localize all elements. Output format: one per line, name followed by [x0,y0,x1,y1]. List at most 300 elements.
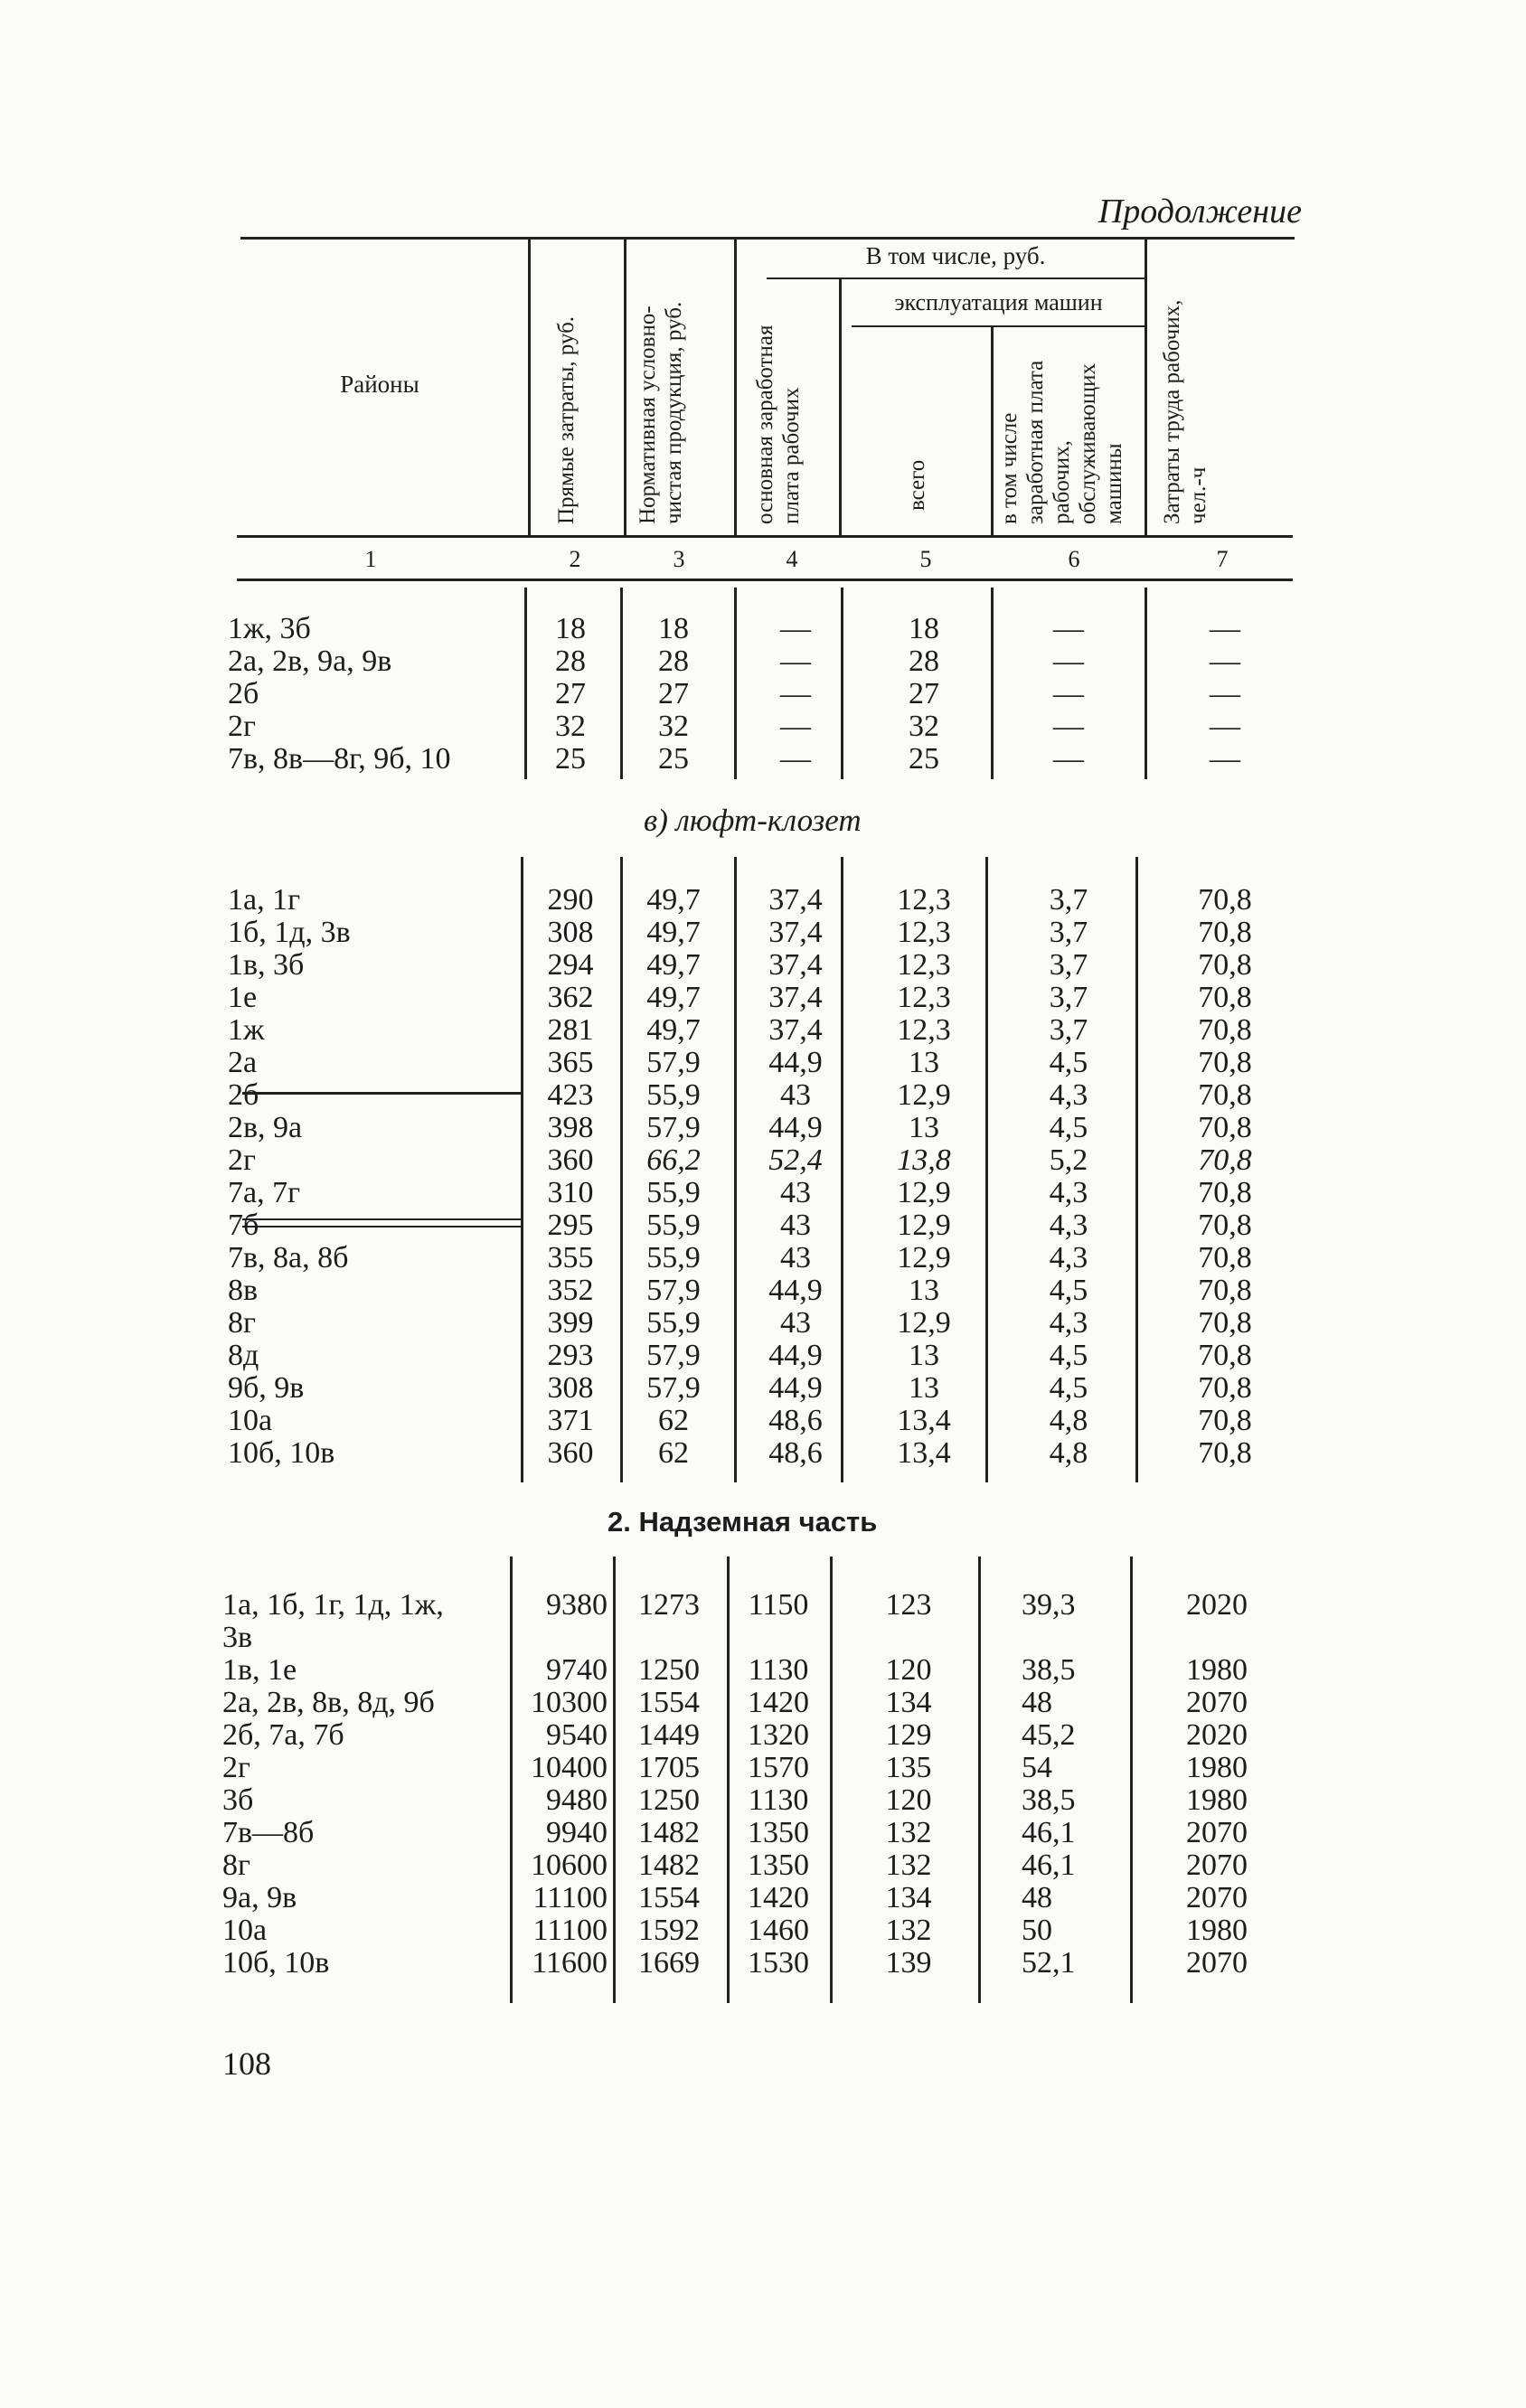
labor-cell: 1980 [1186,1751,1248,1784]
machine-total-cell: 12,9 [897,1241,951,1275]
machine-wage-cell: 4,8 [1049,1404,1088,1437]
direct-cost-cell: 9380 [546,1588,608,1622]
labor-cell: 70,8 [1198,1013,1252,1047]
normative-cell: 1554 [638,1881,700,1914]
machine-wage-cell: 39,3 [1022,1588,1076,1622]
machine-total-cell: 120 [885,1653,932,1687]
machine-wage-cell: — [1053,710,1084,743]
machine-total-cell: 13 [909,1111,939,1144]
machine-wage-cell: 4,3 [1049,1209,1088,1242]
normative-cell: 32 [658,710,689,743]
direct-cost-cell: 360 [547,1436,594,1470]
header-col7-text: Затраты труда рабочих, чел.-ч [1160,299,1210,524]
rayon-cell: 1ж [228,1013,265,1047]
labor-cell: 70,8 [1198,948,1252,982]
labor-cell: 70,8 [1198,1209,1252,1242]
rayon-cell: 1ж, 3б [228,612,311,645]
header-v-tom-chisle-zp [996,330,1127,524]
normative-cell: 49,7 [646,1013,701,1047]
header-rayony: Районы [340,371,419,398]
table-row [0,1307,1526,1340]
header-zatraty-truda [1159,253,1211,524]
continuation-label: Продолжение [1097,193,1302,230]
table-row [0,1242,1526,1275]
machine-wage-cell: 48 [1022,1881,1052,1914]
header-normativnaya [635,244,687,524]
machine-total-cell: 120 [885,1783,932,1817]
rayon-cell: 1а, 1г [228,883,301,917]
rayon-cell: 10б, 10в [222,1946,330,1980]
labor-cell: 2070 [1186,1848,1248,1882]
machine-total-cell: 13,4 [897,1404,951,1437]
labor-cell: 70,8 [1198,1306,1252,1340]
machine-wage-cell: 4,3 [1049,1176,1088,1209]
rayon-cell: 8г [228,1306,256,1340]
labor-cell: 70,8 [1198,1404,1252,1437]
rayon-cell: 1е [228,981,258,1014]
base-wage-cell: 44,9 [768,1111,823,1144]
direct-cost-cell: 11100 [532,1881,608,1914]
rayon-cell: 1в, 3б [228,948,305,982]
rayon-cell: 7в, 8в—8г, 9б, 10 [228,742,451,776]
machine-total-cell: 135 [885,1751,932,1784]
header-col6-text: в том числе заработная плата рабочих, обслуживающих машины [997,360,1126,524]
labor-cell: 70,8 [1198,1111,1252,1144]
machine-wage-cell: — [1053,644,1084,678]
base-wage-cell: 1420 [748,1881,809,1914]
machine-total-cell: 129 [885,1718,932,1752]
header-divider-2 [624,239,626,537]
machine-wage-cell: 4,5 [1049,1339,1088,1372]
normative-cell: 49,7 [646,883,701,917]
direct-cost-cell: 290 [547,883,594,917]
machine-wage-cell: 46,1 [1022,1816,1076,1849]
normative-cell: 18 [658,612,689,645]
table-row [0,1177,1526,1209]
machine-total-cell: 12,9 [897,1176,951,1209]
direct-cost-cell: 11100 [532,1914,608,1947]
labor-cell: 2020 [1186,1588,1248,1622]
normative-cell: 55,9 [646,1209,701,1242]
machine-total-cell: 13 [909,1274,939,1307]
direct-cost-cell: 10400 [531,1751,608,1784]
table-row [0,1275,1526,1307]
machine-wage-cell: 48 [1022,1686,1052,1719]
machine-total-cell: 13,8 [897,1143,951,1177]
normative-cell: 49,7 [646,948,701,982]
normative-cell: 28 [658,644,689,678]
machine-wage-cell: 5,2 [1049,1143,1088,1177]
normative-cell: 1250 [638,1783,700,1817]
table-row [0,1914,1526,1947]
direct-cost-cell: 28 [555,644,586,678]
labor-cell: 70,8 [1198,1176,1252,1209]
labor-cell: — [1210,612,1240,645]
header-top-rule [240,237,1295,240]
machine-wage-cell: 46,1 [1022,1848,1076,1882]
machine-wage-cell: 4,5 [1049,1274,1088,1307]
table-row [0,645,1526,678]
direct-cost-cell: 281 [547,1013,594,1047]
rayon-cell: 2б, 7а, 7б [222,1718,344,1752]
normative-cell: 57,9 [646,1274,701,1307]
machine-wage-cell: 3,7 [1049,948,1088,982]
rayon-cell: 10а [222,1914,268,1947]
machine-wage-cell: 3,7 [1049,916,1088,949]
machine-total-cell: 12,3 [897,883,951,917]
direct-cost-cell: 293 [547,1339,594,1372]
header-vsego [904,460,930,511]
direct-cost-cell: 355 [547,1241,594,1275]
normative-cell: 62 [658,1404,689,1437]
table-row [0,743,1526,776]
normative-cell: 66,2 [646,1143,701,1177]
machine-wage-cell: 4,3 [1049,1078,1088,1112]
normative-cell: 1482 [638,1816,700,1849]
base-wage-cell: 44,9 [768,1339,823,1372]
header-osnovnaya-zp [752,316,805,524]
direct-cost-cell: 25 [555,742,586,776]
base-wage-cell: 48,6 [768,1436,823,1470]
labor-cell: 70,8 [1198,1143,1252,1177]
direct-cost-cell: 365 [547,1046,594,1079]
machine-total-cell: 123 [885,1588,932,1622]
base-wage-cell: 1460 [748,1914,809,1947]
base-wage-cell: 52,4 [768,1143,823,1177]
header-divider-4 [839,278,842,537]
direct-cost-cell: 32 [555,710,586,743]
table-row [0,982,1526,1014]
machine-wage-cell: 45,2 [1022,1718,1076,1752]
rayon-cell: 2г [228,1143,256,1177]
base-wage-cell: — [780,742,811,776]
direct-cost-cell: 294 [547,948,594,982]
direct-cost-cell: 10600 [531,1848,608,1882]
machine-total-cell: 13,4 [897,1436,951,1470]
machine-total-cell: 12,9 [897,1078,951,1112]
base-wage-cell: — [780,612,811,645]
table-row [0,1784,1526,1817]
machine-total-cell: 32 [909,710,939,743]
direct-cost-cell: 10300 [531,1686,608,1719]
rayon-cell: 8в [228,1274,259,1307]
base-wage-cell: 1320 [748,1718,809,1752]
labor-cell: 70,8 [1198,1371,1252,1405]
table-row [0,1079,1526,1112]
direct-cost-cell: 352 [547,1274,594,1307]
rayon-cell: 7б [228,1209,259,1242]
base-wage-cell: 1130 [748,1783,809,1817]
machine-wage-cell: 4,5 [1049,1371,1088,1405]
rayon-cell: 8г [222,1848,250,1882]
labor-cell: 70,8 [1198,883,1252,917]
base-wage-cell: 37,4 [768,1013,823,1047]
normative-cell: 25 [658,742,689,776]
base-wage-cell: — [780,677,811,710]
machine-total-cell: 27 [909,677,939,710]
direct-cost-cell: 9480 [546,1783,608,1817]
normative-cell: 57,9 [646,1339,701,1372]
base-wage-cell: 43 [780,1209,811,1242]
normative-cell: 1592 [638,1914,700,1947]
base-wage-cell: 1150 [748,1588,809,1622]
machine-wage-cell: 4,8 [1049,1436,1088,1470]
table-row [0,1654,1526,1687]
rayon-cell: 10б, 10в [228,1436,335,1470]
normative-cell: 55,9 [646,1306,701,1340]
table-row [0,1112,1526,1144]
direct-cost-cell: 371 [547,1404,594,1437]
direct-cost-cell: 9540 [546,1718,608,1752]
rayon-cell: 8д [228,1339,259,1372]
rayon-cell: 2г [228,710,256,743]
direct-cost-cell: 308 [547,916,594,949]
machine-total-cell: 13 [909,1046,939,1079]
rayon-cell: 2б [228,1078,259,1112]
header-divider-5 [991,327,994,537]
machine-wage-cell: 38,5 [1022,1653,1076,1687]
rayon-cell: 2а, 2в, 9а, 9в [228,644,392,678]
table-row [0,678,1526,710]
table-row [0,1405,1526,1437]
rayon-cell: 2б [228,677,259,710]
machine-total-cell: 132 [885,1816,932,1849]
table-row [0,1687,1526,1719]
table-row [0,1437,1526,1470]
machine-wage-cell: 4,3 [1049,1241,1088,1275]
machine-total-cell: 12,3 [897,916,951,949]
table-row [0,1947,1526,1980]
base-wage-cell: 1420 [748,1686,809,1719]
col-number-7: 7 [1216,546,1229,572]
table-row [0,1372,1526,1405]
header-divider-3 [734,239,737,537]
labor-cell: 2020 [1186,1718,1248,1752]
machine-wage-cell: 50 [1022,1914,1052,1947]
base-wage-cell: 1350 [748,1848,809,1882]
machine-total-cell: 12,9 [897,1209,951,1242]
labor-cell: — [1210,677,1240,710]
direct-cost-cell: 360 [547,1143,594,1177]
base-wage-cell: 48,6 [768,1404,823,1437]
normative-cell: 1669 [638,1946,700,1980]
base-wage-cell: 37,4 [768,916,823,949]
section-title-above-ground: 2. Надземная часть [608,1506,878,1538]
header-divider-1 [528,239,531,537]
normative-cell: 1554 [638,1686,700,1719]
labor-cell: 1980 [1186,1783,1248,1817]
labor-cell: 1980 [1186,1653,1248,1687]
machine-wage-cell: 54 [1022,1751,1052,1784]
rayon-cell: 2а [228,1046,258,1079]
machine-wage-cell: 4,5 [1049,1046,1088,1079]
normative-cell: 1273 [638,1588,700,1622]
machine-wage-cell: 52,1 [1022,1946,1076,1980]
col-number-4: 4 [786,546,798,572]
table-row [0,1849,1526,1882]
labor-cell: 70,8 [1198,1046,1252,1079]
header-col2-text: Прямые затраты, руб. [554,315,579,524]
labor-cell: 70,8 [1198,1274,1252,1307]
table-row [0,1622,1526,1654]
rayon-cell: 3в [222,1621,253,1654]
labor-cell: 2070 [1186,1816,1248,1849]
machine-total-cell: 132 [885,1914,932,1947]
base-wage-cell: 37,4 [768,948,823,982]
machine-total-cell: 134 [885,1686,932,1719]
table-row [0,710,1526,743]
direct-cost-cell: 399 [547,1306,594,1340]
normative-cell: 1449 [638,1718,700,1752]
labor-cell: — [1210,644,1240,678]
header-subgroup: эксплуатация машин [894,289,1103,315]
table-row [0,1882,1526,1914]
normative-cell: 55,9 [646,1241,701,1275]
table-row [0,949,1526,982]
base-wage-cell: 43 [780,1078,811,1112]
machine-wage-cell: 3,7 [1049,981,1088,1014]
table-row [0,1752,1526,1784]
labor-cell: — [1210,742,1240,776]
direct-cost-cell: 9940 [546,1816,608,1849]
machine-total-cell: 12,3 [897,981,951,1014]
normative-cell: 57,9 [646,1371,701,1405]
header-col4-text: основная заработная плата рабочих [753,325,804,524]
base-wage-cell: 1130 [748,1653,809,1687]
col-number-6: 6 [1068,546,1080,572]
machine-total-cell: 132 [885,1848,932,1882]
rayon-cell: 1а, 1б, 1г, 1д, 1ж, [222,1588,444,1622]
normative-cell: 1705 [638,1751,700,1784]
normative-cell: 49,7 [646,981,701,1014]
labor-cell: 2070 [1186,1946,1248,1980]
labor-cell: 2070 [1186,1686,1248,1719]
labor-cell: 70,8 [1198,981,1252,1014]
base-wage-cell: — [780,710,811,743]
rayon-cell: 7а, 7г [228,1176,301,1209]
section-title-luft-closet: в) люфт-клозет [644,803,862,838]
table-row [0,884,1526,917]
machine-total-cell: 18 [909,612,939,645]
machine-wage-cell: — [1053,677,1084,710]
normative-cell: 57,9 [646,1046,701,1079]
col-number-2: 2 [569,546,581,572]
table-row [0,1014,1526,1047]
direct-cost-cell: 423 [547,1078,594,1112]
header-divider-6 [1144,239,1147,537]
rayon-cell: 1б, 1д, 3в [228,916,351,949]
base-wage-cell: 43 [780,1241,811,1275]
group-rule [767,277,1144,279]
normative-cell: 62 [658,1436,689,1470]
rayon-cell: 2г [222,1751,250,1784]
page-number: 108 [222,2046,271,2082]
machine-wage-cell: — [1053,612,1084,645]
machine-total-cell: 12,3 [897,1013,951,1047]
rayon-cell: 2в, 9а [228,1111,303,1144]
base-wage-cell: 44,9 [768,1371,823,1405]
header-group: В том числе, руб. [865,242,1046,269]
table-row [0,1047,1526,1079]
header-pryamye-zatraty [553,262,579,524]
table-row [0,1340,1526,1372]
table-row [0,917,1526,949]
machine-total-cell: 134 [885,1881,932,1914]
base-wage-cell: 1530 [748,1946,809,1980]
table-row [0,1817,1526,1849]
rayon-cell: 3б [222,1783,254,1817]
machine-wage-cell: 4,3 [1049,1306,1088,1340]
base-wage-cell: 44,9 [768,1274,823,1307]
direct-cost-cell: 18 [555,612,586,645]
labor-cell: 2070 [1186,1881,1248,1914]
base-wage-cell: 43 [780,1306,811,1340]
machine-wage-cell: — [1053,742,1084,776]
base-wage-cell: 1350 [748,1816,809,1849]
rayon-cell: 2а, 2в, 8в, 8д, 9б [222,1686,435,1719]
base-wage-cell: 1570 [748,1751,809,1784]
header-bottom-rule [237,535,1293,538]
machine-wage-cell: 3,7 [1049,1013,1088,1047]
rayon-cell: 7в, 8а, 8б [228,1241,349,1275]
machine-wage-cell: 4,5 [1049,1111,1088,1144]
machine-total-cell: 12,9 [897,1306,951,1340]
base-wage-cell: — [780,644,811,678]
direct-cost-cell: 310 [547,1176,594,1209]
rayon-cell: 1в, 1е [222,1653,297,1687]
header-col3-text: Нормативная условно-чистая продукция, руб. [636,301,686,524]
normative-cell: 27 [658,677,689,710]
labor-cell: 70,8 [1198,1339,1252,1372]
normative-cell: 57,9 [646,1111,701,1144]
direct-cost-cell: 9740 [546,1653,608,1687]
machine-wage-cell: 38,5 [1022,1783,1076,1817]
col-number-3: 3 [673,546,685,572]
direct-cost-cell: 295 [547,1209,594,1242]
direct-cost-cell: 362 [547,981,594,1014]
numbers-bottom-rule [237,578,1293,581]
table-row [0,613,1526,645]
normative-cell: 1482 [638,1848,700,1882]
table-row [0,1719,1526,1752]
rayon-cell: 7в—8б [222,1816,315,1849]
base-wage-cell: 43 [780,1176,811,1209]
table-row [0,1144,1526,1177]
base-wage-cell: 37,4 [768,981,823,1014]
table-row [0,1589,1526,1622]
labor-cell: — [1210,710,1240,743]
direct-cost-cell: 11600 [532,1946,608,1980]
normative-cell: 1250 [638,1653,700,1687]
subgroup-rule [852,325,1145,327]
labor-cell: 1980 [1186,1914,1248,1947]
normative-cell: 55,9 [646,1176,701,1209]
normative-cell: 49,7 [646,916,701,949]
direct-cost-cell: 27 [555,677,586,710]
base-wage-cell: 37,4 [768,883,823,917]
base-wage-cell: 44,9 [768,1046,823,1079]
normative-cell: 55,9 [646,1078,701,1112]
machine-total-cell: 28 [909,644,939,678]
machine-total-cell: 25 [909,742,939,776]
machine-total-cell: 13 [909,1371,939,1405]
header-col5-text: всего [905,459,929,511]
direct-cost-cell: 398 [547,1111,594,1144]
table-row [0,1209,1526,1242]
col-number-5: 5 [919,546,932,572]
labor-cell: 70,8 [1198,1078,1252,1112]
machine-total-cell: 139 [885,1946,932,1980]
